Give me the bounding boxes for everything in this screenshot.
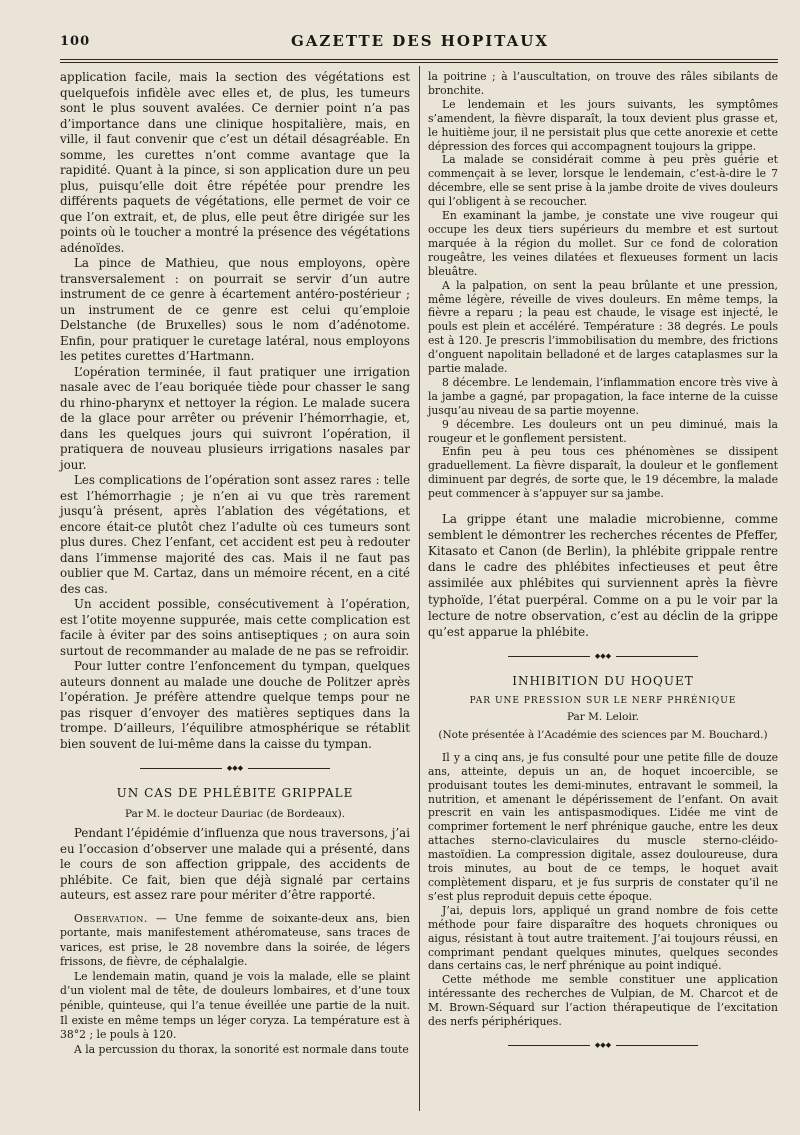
section-separator (428, 650, 778, 664)
paragraph: En examinant la jambe, je constate une vive rougeur qui occupe les deux tiers supérieurs du membre et est surtout marquée à la région du mollet. Sur ce fond de coloration rougeâtre, les veines dilatées et flexueuses forment un lacis bleuâtre. (428, 209, 778, 278)
observation-text: — Une femme de soixante-deux ans, bien portante, mais manifestement athéromateuse, sans traces de varices, est prise, le 28 novembre dans la soirée, de légers frissons, de fièvre, de céphalalgie. (60, 911, 410, 969)
paragraph: A la percussion du thorax, la sonorité est normale dans toute (74, 1042, 409, 1056)
paragraph: Pour lutter contre l’enfoncement du tympan, quelques auteurs donnent au malade une douche de Politzer après l’opération. Je préfère attendre quelque temps pour ne pas risquer d’envoyer des matières septiques dans la trompe. D’ailleurs, l’équilibre atmosphérique se rétablit bien souvent de lui-même dans la caisse du tympan. (60, 659, 410, 751)
page-number: 100 (60, 34, 91, 49)
paragraph: A la palpation, on sent la peau brûlante et une pression, même légère, réveille de vives douleurs. En même temps, la fièvre a reparu ; la peau est chaude, le visage est injecté, le pouls est plein et accéléré. Température : 38 degrés. Le pouls est à 120. Je prescris l’immobilisation du membre, des frictions d’onguent napolitain belladoné et de larges cataplasmes sur la partie malade. (428, 278, 778, 376)
paragraph: Le lendemain matin, quand je vois la malade, elle se plaint d’un violent mal de tête, de douleurs lombaires, et d’une toux pénible, quinteuse, qui l’a tenue éveillée une partie de la nuit. Il existe en même temps un léger coryza. La température est à 38°2 ; le pouls à 120. (60, 969, 410, 1042)
paragraph: Enfin peu à peu tous ces phénomènes se dissipent graduellement. La fièvre disparaît, la douleur et le gonflement diminuent par degrés, de sorte que, le 19 décembre, la malade peut commencer à s’appuyer sur sa jambe. (428, 445, 778, 501)
paragraph: La malade se considérait comme à peu près guérie et commençait à se lever, lorsque le lendemain, c’est-à-dire le 7 décembre, elle se sent prise à la jambe droite de vives douleurs qui l’obligent à se recoucher. (428, 153, 778, 209)
section-separator (60, 762, 410, 776)
paragraph: Il y a cinq ans, je fus consulté pour une petite fille de douze ans, atteinte, depuis un an, de hoquet incoercible, se produisant toutes les demi-minutes, entravant le sommeil, la nutrition, et amenant le dépérissement de l’enfant. On avait prescrit en vain les antispasmodiques. L’idée me vint de comprimer fortement le nerf phrénique gauche, entre les deux attaches sterno-claviculaires du muscle sterno-cléido-mastoïdien. La compression digitale, assez douloureuse, dura trois minutes, au bout de ce temps, le hoquet avait complètement disparu, et je fus surpris de constater qu’il ne s’est plus reproduit depuis cette époque. (428, 750, 778, 903)
article-author: Par M. Leloir. (566, 710, 640, 723)
header-rule-bottom (60, 62, 778, 63)
header-rule-top (60, 59, 778, 60)
journal-title: GAZETTE DES HOPITAUX (290, 32, 549, 50)
ornament-icon: ◆◆◆ (222, 764, 248, 772)
paragraph: Cette méthode me semble constituer une application intéressante des recherches de Vulpian, de M. Charcot et de M. Brown-Séquard sur l’action thérapeutique de l’excitation des nerfs périphériques. (428, 973, 778, 1029)
conclusion-paragraph: La grippe étant une maladie microbienne, comme semblent le démontrer les recherches récentes de Pfeffer, Kitasato et Canon (de Berlin), la phlébite grippale rentre dans le cadre des phlébites infectieuses et peut être assimilée aux phlébites qui surviennent après la fièvre typhoïde, l’état puerpéral. Comme on a pu le voir par la lecture de notre observation, c’est au déclin de la grippe qu’est apparue la phlébite. (428, 512, 778, 639)
page-header (60, 30, 780, 60)
paragraph: 9 décembre. Les douleurs ont un peu diminué, mais la rougeur et le gonflement persistent. (428, 417, 778, 445)
paragraph: Le lendemain et les jours suivants, les symptômes s’amendent, la fièvre disparaît, la toux devient plus grasse et, le huitième jour, il ne persistait plus que cette anorexie et cette dépression des forces qui accompagnent toujours la grippe. (428, 97, 778, 153)
article-title: UN CAS DE PHLÉBITE GRIPPALE (116, 786, 354, 800)
article-author: Par M. le docteur Dauriac (de Bordeaux). (124, 808, 346, 820)
section-separator (428, 1039, 778, 1053)
paragraph: application facile, mais la section des végétations est quelquefois infidèle avec elles et, de plus, les tumeurs sont le plus souvent avalées. Ce dernier point n’a pas d’importance dans une clinique hospitalière, mais, en ville, il faut convenir que c’est un détail désagréable. En somme, les curettes n’ont comme avantage que la rapidité. Quant à la pince, si son application dure un peu plus, puisqu’elle doit être répétée pour prendre les différents paquets de végétations, elle permet de voir ce que l’on extrait, et, de plus, elle peut être dirigée sur les points où le toucher a montré la présence des végétations adénoïdes. (60, 70, 410, 255)
paragraph: Un accident possible, consécutivement à l’opération, est l’otite moyenne suppurée, mais cette complication est facile à éviter par des soins antiseptiques ; on aura soin surtout de recommander au malade de ne pas se refroidir. (60, 597, 410, 658)
article-title: INHIBITION DU HOQUET (512, 673, 694, 688)
ornament-icon: ◆◆◆ (590, 1041, 616, 1049)
observation-paragraph (60, 912, 410, 970)
paragraph: 8 décembre. Le lendemain, l’inflammation encore très vive à la jambe a gagné, par propagation, la face interne de la cuisse jusqu’au niveau de sa partie moyenne. (428, 375, 778, 417)
paragraph: Les complications de l’opération sont assez rares : telle est l’hémorrhagie ; je n’en ai vu que très rarement jusqu’à présent, après l’ablation des végétations, et encore était-ce plutôt chez l’adulte où ces tumeurs sont plus dures. Chez l’enfant, cet accident est peu à redouter dans l’immense majorité des cas. Mais il ne faut pas oublier que M. Cartaz, dans un mémoire récent, en a cité des cas. (60, 473, 410, 596)
right-column (428, 70, 778, 1063)
paragraph: Pendant l’épidémie d’influenza que nous traversons, j’ai eu l’occasion d’observer une malade qui a présenté, dans le cours de son affection grippale, des accidents de phlébite. Ce fait, bien que déjà signalé par certains auteurs, est assez rare pour mériter d’être rapporté. (60, 826, 410, 902)
paragraph: la poitrine ; à l’auscultation, on trouve des râles sibilants de bronchite. (428, 70, 778, 97)
article-subtitle: PAR UNE PRESSION SUR LE NERF PHRÉNIQUE (469, 695, 737, 706)
column-divider (419, 66, 420, 1111)
ornament-icon: ◆◆◆ (590, 652, 616, 660)
left-column (60, 70, 410, 1057)
observation-label: Observation. (74, 911, 148, 925)
article-note: (Note présentée à l’Académie des sciences par M. Bouchard.) (438, 728, 768, 741)
paragraph: La pince de Mathieu, que nous employons, opère transversalement : on pourrait se servir d’un autre instrument de ce genre à écartement antéro-postérieur ; un instrument de ce genre est celui qu’emploie Delstanche (de Bruxelles) sous le nom d’adénotome. Enfin, pour pratiquer le curetage latéral, nous employons les petites curettes d’Hartmann. (60, 256, 410, 363)
paragraph: J’ai, depuis lors, appliqué un grand nombre de fois cette méthode pour faire disparaître des hoquets chroniques ou aigus, résistant à tout autre traitement. J’ai toujours réussi, en comprimant pendant quelques minutes, quelques secondes dans certains cas, le nerf phrénique au point indiqué. (428, 903, 778, 973)
paragraph: L’opération terminée, il faut pratiquer une irrigation nasale avec de l’eau boriquée tiède pour chasser le sang du rhino-pharynx et nettoyer la région. Le malade sucera de la glace pour arrêter ou prévenir l’hémorrhagie, et, dans les quelques jours qui suivront l’opération, il pratiquera de nouveau plusieurs irrigations nasales par jour. (60, 364, 410, 472)
